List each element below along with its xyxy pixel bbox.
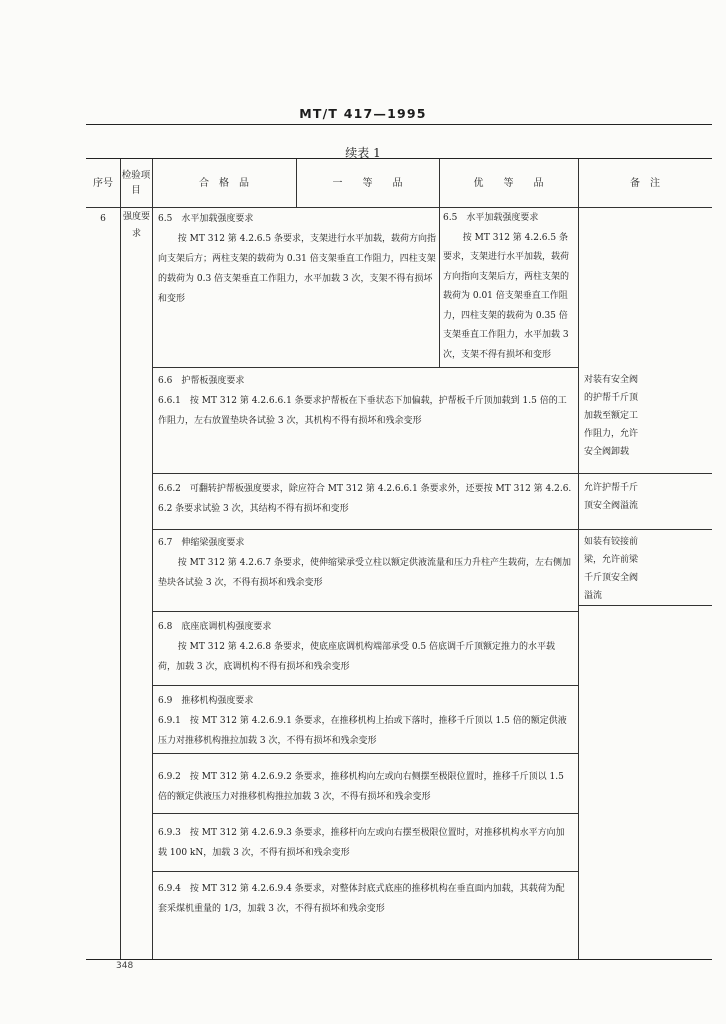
block-6-5-title: 6.5 水平加载强度要求	[158, 214, 254, 224]
block-6-5-superior-text: 按 MT 312 第 4.2.6.5 条要求，支架进行水平加载，载荷方向指向支架后方，两柱支架的载荷为 0.01 倍支架垂直工作阻力，四柱支架的载荷为 0.35 倍支架垂直工作阻力，水平加载 3 次，支架不得有损坏和变形	[443, 232, 570, 360]
block-6-9-2-text: 6.9.2 按 MT 312 第 4.2.6.9.2 条要求，推移机构向左或向右侧摆至极限位置时，推移千斤顶以 1.5 倍的额定供液压力对推移机构推拉加载 3 次，不得有损坏和残余变形	[158, 772, 564, 802]
row-rule-692	[152, 813, 578, 814]
col-divider-seq	[120, 159, 121, 959]
block-6-6-2-text: 6.6.2 可翻转护帮板强度要求，除应符合 MT 312 第 4.2.6.6.1 条要求外，还要按 MT 312 第 4.2.6.6.2 条要求试验 3 次，其结构不得有损坏和变形	[158, 484, 572, 514]
block-6-7	[158, 533, 572, 593]
remark-6-6-2: 允许护帮千斤顶安全阀溢流	[584, 483, 639, 511]
col-divider-superior	[578, 159, 579, 959]
remark-rule-1	[578, 473, 712, 474]
block-6-9	[158, 691, 572, 751]
row-rule-68	[152, 685, 578, 686]
block-6-9-title: 6.9 推移机构强度要求	[158, 696, 254, 706]
block-6-6-title: 6.6 护帮板强度要求	[158, 376, 245, 386]
header-rule	[86, 124, 712, 125]
block-6-8-text: 按 MT 312 第 4.2.6.8 条要求，使底座底调机构端部承受 0.5 倍底调千斤顶额定推力的水平载荷，加载 3 次，底调机构不得有损坏和残余变形	[158, 642, 556, 672]
block-6-7-title: 6.7 伸缩梁强度要求	[158, 538, 245, 548]
col-header-seq: 序号	[93, 177, 113, 189]
row-rule-661	[152, 473, 578, 474]
block-6-5-text: 按 MT 312 第 4.2.6.5 条要求，支架进行水平加载，载荷方向指向支架后方；两柱支架的载荷为 0.31 倍支架垂直工作阻力，四柱支架的载荷为 0.3 倍支架垂直工作阻力，水平加载 3 次，支架不得有损坏和变形	[158, 234, 436, 304]
col-header-remarks: 备 注	[630, 177, 660, 189]
block-6-7-text: 按 MT 312 第 4.2.6.7 条要求，使伸缩梁承受立柱以额定供液流量和压力升柱产生载荷，左右侧加垫块各试验 3 次，不得有损坏和残余变形	[158, 558, 571, 588]
block-6-9-4-text: 6.9.4 按 MT 312 第 4.2.6.9.4 条要求，对整体封底式底座的推移机构在垂直面内加载，其载荷为配套采煤机重量的 1/3，加载 3 次，不得有损坏和残余变形	[158, 884, 565, 914]
row-item: 强度要求	[123, 212, 151, 239]
requirements-table	[86, 158, 712, 960]
standard-code: MT/T 417—1995	[299, 106, 427, 121]
page-number: 348	[116, 961, 134, 971]
row-seq: 6	[100, 214, 106, 224]
row-rule-662	[152, 529, 578, 530]
block-6-8	[158, 617, 572, 677]
col-header-first-class: 一 等 品	[332, 177, 403, 189]
col-header-superior: 优 等 品	[473, 177, 544, 189]
block-6-5-qualified	[158, 209, 436, 309]
block-6-5-superior	[443, 209, 575, 365]
row-rule-67	[152, 611, 578, 612]
block-6-6-1-text: 6.6.1 按 MT 312 第 4.2.6.6.1 条要求护帮板在下垂状态下加偏载，护帮板千斤顶加载到 1.5 倍的工作阻力，左右放置垫块各试验 3 次，其机构不得有损坏和残余变形	[158, 396, 567, 426]
remark-6-6-1: 对装有安全阀的护帮千斤顶加载至额定工作阻力，允许安全阀卸载	[584, 375, 639, 457]
remark-rule-3	[578, 605, 712, 606]
col-header-qualified: 合 格 品	[199, 177, 249, 189]
col-header-item: 检验项目	[121, 170, 151, 196]
block-6-9-3-text: 6.9.3 按 MT 312 第 4.2.6.9.3 条要求，推移杆向左或向右摆至极限位置时，对推移机构水平方向加载 100 kN，加载 3 次，不得有损坏和残余变形	[158, 828, 565, 858]
row-rule-691	[152, 753, 578, 754]
header-bottom-rule	[86, 207, 712, 208]
block-6-6	[158, 371, 572, 431]
table-title: 续表 1	[345, 146, 381, 160]
remark-6-7: 如装有铰接前梁，允许前梁千斤顶安全阀溢流	[584, 537, 639, 601]
block-6-8-title: 6.8 底座底调机构强度要求	[158, 622, 272, 632]
col-divider-item	[152, 159, 153, 959]
block-6-9-1-text: 6.9.1 按 MT 312 第 4.2.6.9.1 条要求，在推移机构上抬或下落时，推移千斤顶以 1.5 倍的额定供液压力对推移机构推拉加载 3 次，不得有损坏和残余变形	[158, 716, 567, 746]
row-rule-693	[152, 871, 578, 872]
block-6-5-superior-title: 6.5 水平加载强度要求	[443, 213, 539, 223]
row-rule-65	[152, 367, 578, 368]
remark-rule-2	[578, 529, 712, 530]
